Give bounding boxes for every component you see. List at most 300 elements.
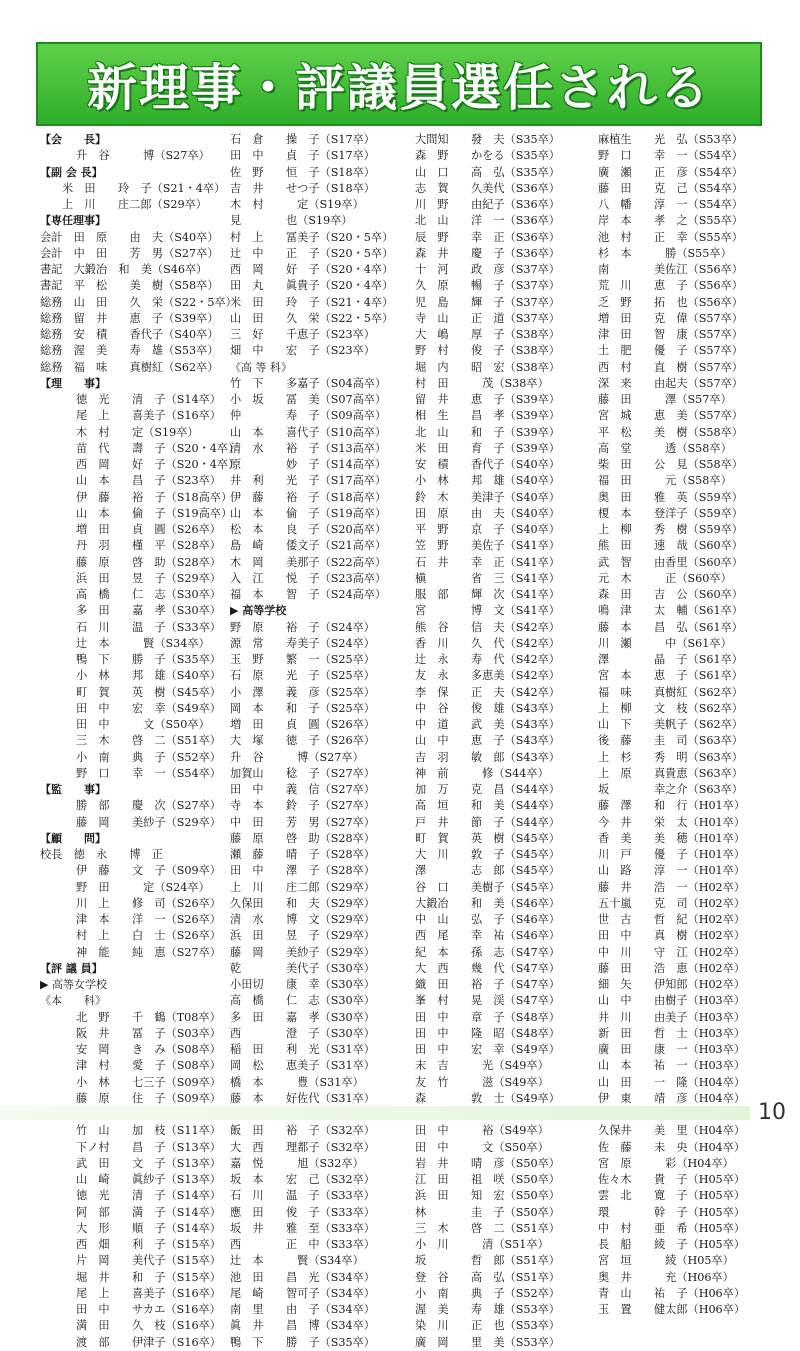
member-entry: 岸 本 孝 之（S55卒） (598, 214, 743, 228)
member-entry: 升 谷 博（S27卒） (76, 149, 210, 163)
member-entry: 総務 留 井 恵 子（S39卒） (40, 311, 219, 325)
member-entry: 上 原 真貴恵（S63卒） (598, 766, 743, 780)
member-entry: 加賀山 稔 子（S27卒） (230, 766, 375, 780)
member-entry: 森 田 吉 公（S60卒） (598, 588, 743, 601)
member-entry: 新 田 哲 士（H03卒） (598, 1026, 746, 1040)
member-entry: 大 嶋 厚 子（S38卒） (415, 328, 560, 341)
member-entry: 西 正 中（S33卒） (230, 1238, 375, 1251)
member-entry: 藤 井 浩 一（H02卒） (598, 880, 746, 894)
member-entry: 林 圭 子（S50卒） (415, 1205, 560, 1219)
member-entry: 八 幡 淳 一（S54卒） (598, 198, 743, 211)
member-entry: 坂 井 雅 至（S33卒） (230, 1221, 375, 1235)
member-entry: 見 也（S19卒） (230, 214, 353, 228)
section-heading: ▶ 高等学校 (230, 604, 287, 618)
member-entry: 渡 部 伊津子（S16卒） (76, 1335, 221, 1349)
member-entry: 田 中 真 樹（H02卒） (598, 929, 746, 943)
member-entry: 升 谷 博（S27卒） (230, 750, 364, 764)
member-entry: 児 島 輝 子（S37卒） (415, 295, 560, 309)
member-entry: 浜 田 知 宏（S50卒） (415, 1189, 560, 1203)
member-entry: 登 谷 高 弘（S51卒） (415, 1270, 560, 1284)
member-entry: 谷 口 美樹子（S45卒） (415, 880, 560, 894)
member-entry: 総務 福 味 真樹紅（S62卒） (40, 360, 219, 374)
member-entry: 相 生 昌 孝（S39卒） (415, 409, 560, 423)
member-entry: 満 田 久 枝（S16卒） (76, 1319, 221, 1333)
member-entry: 寺 本 鈴 子（S27卒） (230, 799, 375, 813)
member-entry: 田 中 文（S50卒） (76, 718, 210, 731)
member-entry: 山 下 美帆子（S62卒） (598, 718, 743, 731)
member-entry: 廣 田 康 一（H03卒） (598, 1043, 746, 1056)
member-entry: 津 村 愛 子（S08卒） (76, 1059, 221, 1073)
member-entry: 小 林 邦 雄（S40卒） (415, 474, 560, 488)
member-entry: 辻 本 賢（S34卒） (76, 636, 210, 650)
member-entry: 宮 博 文（S41卒） (415, 604, 560, 618)
member-entry: 岡 松 恵美子（S31卒） (230, 1059, 375, 1073)
member-entry: 山 中 由樹子（H03卒） (598, 994, 746, 1008)
section-heading: 【理 事】 (40, 376, 106, 390)
member-entry: 浜 田 昱 子（S29卒） (76, 571, 221, 585)
member-entry: 清 水 博 文（S29卒） (230, 913, 375, 926)
member-entry: 津 田 智 康（S57卒） (598, 328, 743, 341)
member-entry: 川 野 由紀子（S36卒） (415, 198, 560, 211)
page-title: 新理事・評議員選任される (87, 59, 711, 117)
member-entry: 吉 井 せつ子（S18卒） (230, 181, 375, 195)
member-entry: 末 吉 光（S49卒） (415, 1059, 549, 1073)
member-entry: 木 村 定（S19卒） (230, 198, 364, 211)
member-entry: 田 中 章 子（S48卒） (415, 1010, 560, 1024)
section-heading: 【評 議 員】 (40, 961, 103, 975)
member-entry: 田 中 文（S50卒） (415, 1140, 549, 1154)
member-entry: 石 原 光 子（S25卒） (230, 669, 375, 683)
member-entry: 田 丸 眞貴子（S20・4卒） (230, 279, 394, 293)
member-entry: 尾 上 喜美子（S16卒） (76, 1286, 221, 1300)
member-entry: 書記 大鍛冶 和 美（S46卒） (40, 263, 208, 276)
member-entry: 山 本 昌 子（S23卒） (76, 474, 221, 488)
member-entry: 上 柳 秀 樹（S59卒） (598, 523, 743, 536)
section-heading: 《本 科》 (40, 994, 106, 1008)
member-entry: 多 田 嘉 孝（S30卒） (230, 1010, 375, 1024)
member-entry: 瀬 藤 晴 子（S28卒） (230, 848, 375, 861)
member-entry: 書記 平 松 美 樹（S58卒） (40, 279, 219, 293)
member-entry: 武 智 由香里（S60卒） (598, 555, 743, 569)
member-entry: 田 中 サカエ（S16卒） (76, 1303, 221, 1316)
member-entry: 峯 村 晃 渓（S47卒） (415, 994, 560, 1008)
member-entry: 田 原 由 夫（S40卒） (415, 506, 560, 520)
member-entry: 堀 井 和 子（S15卒） (76, 1270, 221, 1284)
member-entry: 鴨 下 勝 子（S35卒） (76, 653, 221, 666)
member-entry: 小 南 典 子（S52卒） (415, 1286, 560, 1300)
member-entry: 西 尾 幸 祐（S46卒） (415, 929, 560, 943)
member-entry: 松 本 良 子（S20高卒） (230, 523, 387, 536)
member-entry: 大鍛冶 和 美（S46卒） (415, 896, 560, 910)
member-entry: 尾 上 喜美子（S16卒） (76, 409, 221, 423)
member-entry: 久保井 美 里（H04卒） (598, 1124, 746, 1138)
member-entry: 香 川 久 代（S42卒） (415, 636, 560, 650)
section-heading: ▶ 高等女学校 (40, 978, 107, 991)
member-entry: 総務 山 田 久 栄（S22・5卒） (40, 295, 237, 309)
member-entry: 米 田 玲 子（S21・4卒） (230, 295, 394, 309)
section-heading: 【専任理事】 (40, 214, 106, 228)
member-entry: 入 江 悦 子（S23高卒） (230, 571, 387, 585)
member-entry: 坂 哲 郎（S51卒） (415, 1254, 560, 1268)
member-entry: 織 田 裕 子（S47卒） (415, 978, 560, 991)
member-entry: 中 谷 俊 雄（S43卒） (415, 701, 560, 715)
member-entry: 会計 田 原 由 夫（S40卒） (40, 230, 219, 244)
member-entry: 総務 渥 美 寿 雄（S53卒） (40, 344, 219, 358)
member-entry: 南 美佐江（S56卒） (598, 263, 743, 276)
member-entry: 玉 野 繁 一（S25卒） (230, 653, 375, 666)
member-entry: 小 林 七三子（S09卒） (76, 1075, 221, 1089)
member-entry: 多 田 嘉 孝（S30卒） (76, 604, 221, 618)
member-entry: 後 藤 圭 司（S63卒） (598, 734, 743, 748)
member-entry: 鴨 下 勝 子（S35卒） (230, 1335, 375, 1349)
member-entry: 大 形 順 子（S14卒） (76, 1221, 221, 1235)
member-entry: 南 里 由 子（S34卒） (230, 1303, 375, 1316)
member-entry: 井 利 光 子（S17高卒） (230, 474, 387, 488)
member-entry: 久保田 和 夫（S29卒） (230, 896, 375, 910)
member-entry: 野 口 幸 一（S54卒） (76, 766, 221, 780)
section-heading: 【監 事】 (40, 783, 106, 796)
member-entry: 大 川 敦 子（S45卒） (415, 848, 560, 861)
member-entry: 山 田 一 隆（H04卒） (598, 1075, 746, 1089)
member-entry: 田 中 裕（S49卒） (415, 1124, 549, 1138)
member-entry: 中 田 芳 男（S27卒） (230, 815, 375, 829)
member-entry: 大間知 發 夫（S35卒） (415, 133, 560, 146)
member-entry: 辻 永 寿 代（S42卒） (415, 653, 560, 666)
member-entry: 総務 安 積 香代子（S40卒） (40, 328, 219, 341)
member-entry: 中 道 武 美（S43卒） (415, 718, 560, 731)
member-entry: 上 杉 秀 明（S63卒） (598, 750, 743, 764)
member-entry: 鳴 津 太 輔（S61卒） (598, 604, 743, 618)
member-entry: 友 永 多恵美（S42卒） (415, 669, 560, 683)
member-entry: 熊 谷 信 夫（S42卒） (415, 620, 560, 634)
member-entry: 宮 城 恵 美（S57卒） (598, 409, 743, 423)
member-entry: 宮 本 恵 子（S61卒） (598, 669, 743, 683)
member-entry: 下ノ村 昌 子（S13卒） (76, 1140, 221, 1154)
member-entry: 藤 原 住 子（S09卒） (76, 1091, 221, 1105)
member-entry: 中 山 弘 子（S46卒） (415, 913, 560, 926)
member-entry: 眞 井 昌 博（S34卒） (230, 1319, 375, 1333)
member-entry: 石 川 温 子（S33卒） (76, 620, 221, 634)
member-entry: 西 岡 好 子（S20・4卒） (230, 263, 394, 276)
member-entry: 大 西 幾 代（S47卒） (415, 961, 560, 975)
member-entry: 山 本 倫 子（S19高卒） (76, 506, 233, 520)
member-entry: 丹 羽 槿 平（S28卒） (76, 539, 221, 553)
member-entry: 寺 山 正 道（S37卒） (415, 311, 560, 325)
member-entry: 川 上 修 司（S26卒） (76, 896, 221, 910)
member-entry: 染 川 正 也（S53卒） (415, 1319, 560, 1333)
member-entry: 鈴 木 美津子（S40卒） (415, 490, 560, 504)
member-entry: 嘉 悦 旭（S32卒） (230, 1156, 364, 1170)
member-entry: 吉 羽 敏 郎（S43卒） (415, 750, 560, 764)
member-entry: 山 本 倫 子（S19高卒） (230, 506, 387, 520)
member-entry: 廣 岡 里 美（S53卒） (415, 1335, 560, 1349)
member-entry: 雲 北 寛 子（H05卒） (598, 1189, 746, 1203)
member-entry: 高 橋 仁 志（S30卒） (230, 994, 375, 1008)
member-entry: 苗 代 壽 子（S20・4卒） (76, 441, 240, 455)
member-entry: 木 村 定（S19卒） (76, 425, 199, 439)
member-entry: 世 古 哲 紀（H02卒） (598, 913, 746, 926)
member-entry: 伊 藤 裕 子（S18高卒） (230, 490, 387, 504)
member-entry: 池 田 昌 光（S34卒） (230, 1270, 375, 1284)
member-entry: 川 戸 優 子（H01卒） (598, 848, 746, 861)
member-entry: 浜 田 昱 子（S29卒） (230, 929, 375, 943)
member-entry: 藤 田 浩 恵（H02卒） (598, 961, 746, 975)
title-banner (36, 42, 762, 126)
member-entry: 乏 野 拓 也（S56卒） (598, 295, 743, 309)
member-entry: 玉 置 健太郎（H06卒） (598, 1303, 746, 1316)
member-entry: 神 能 純 恵（S27卒） (76, 945, 221, 959)
member-entry: 笠 野 美佐子（S41卒） (415, 539, 560, 553)
member-entry: 島 崎 倭文子（S21高卒） (230, 539, 387, 553)
member-entry: 山 本 祐 一（H03卒） (598, 1059, 746, 1073)
member-entry: 宮 原 彩（H04卒） (598, 1156, 734, 1170)
member-entry: 大 西 理都子（S32卒） (230, 1140, 375, 1154)
member-entry: 今 井 栄 太（H01卒） (598, 815, 746, 829)
member-entry: 小田切 康 幸（S30卒） (230, 978, 375, 991)
member-entry: 畑 中 宏 子（S23卒） (230, 344, 375, 358)
member-entry: 岩 井 晴 彦（S50卒） (415, 1156, 560, 1170)
member-entry: 乾 美代子（S30卒） (230, 961, 375, 975)
member-entry: 荒 川 恵 子（S56卒） (598, 279, 743, 293)
member-entry: 上 川 庄二郎（S29卒） (62, 198, 207, 211)
member-entry: 中 川 守 江（H02卒） (598, 945, 746, 959)
member-entry: 辰 野 幸 正（S36卒） (415, 230, 560, 244)
member-entry: 会計 中 田 芳 男（S27卒） (40, 246, 219, 260)
member-entry: 野 原 裕 子（S24卒） (230, 620, 375, 634)
member-entry: 佐 藤 未 央（H04卒） (598, 1140, 746, 1154)
member-entry: 阿 部 満 子（S14卒） (76, 1205, 221, 1219)
member-entry: 飯 田 裕 子（S32卒） (230, 1124, 375, 1138)
member-entry: 藤 田 澤（S57卒） (598, 393, 732, 406)
member-entry: 木 岡 美那子（S22高卒） (230, 555, 387, 569)
member-entry: 辻 中 正 子（S20・5卒） (230, 246, 394, 260)
member-entry: 野 口 幸 一（S54卒） (598, 149, 743, 163)
member-entry: 原 妙 子（S14高卒） (230, 458, 387, 471)
member-entry: 伊 藤 文 子（S09卒） (76, 864, 221, 878)
member-entry: 山 中 恵 子（S43卒） (415, 734, 560, 748)
member-entry: 奥 田 雅 英（S59卒） (598, 490, 743, 504)
member-entry: 元 木 正（S60卒） (598, 571, 732, 585)
member-entry: 森 野 かをる（S35卒） (415, 149, 560, 163)
member-entry: 福 味 真樹紅（S62卒） (598, 685, 743, 699)
member-entry: 北 山 洋 一（S36卒） (415, 214, 560, 228)
member-entry: 佐 野 恒 子（S18卒） (230, 165, 375, 179)
member-entry: 五十嵐 克 司（H02卒） (598, 896, 746, 910)
member-entry: 藤 岡 美紗子（S29卒） (230, 945, 375, 959)
member-entry: 小 川 清（S51卒） (415, 1238, 549, 1251)
member-entry: 久 原 暢 子（S37卒） (415, 279, 560, 293)
member-entry: 田 中 義 信（S27卒） (230, 783, 375, 796)
member-entry: 小 林 邦 雄（S40卒） (76, 669, 221, 683)
member-entry: 田 中 宏 幸（S49卒） (76, 701, 221, 715)
member-entry: 藤 原 啓 助（S28卒） (76, 555, 221, 569)
member-entry: 清 水 裕 子（S13高卒） (230, 441, 387, 455)
member-entry: 藤 澤 和 行（H01卒） (598, 799, 746, 813)
member-entry: 三 木 啓 二（S51卒） (76, 734, 221, 748)
member-entry: 柴 田 公 見（S58卒） (598, 458, 743, 471)
member-entry: 尾 崎 智可子（S34卒） (230, 1286, 375, 1300)
roster-column-3 (415, 132, 593, 1349)
member-entry: 十 河 政 彦（S37卒） (415, 263, 560, 276)
member-entry: 阪 井 冨 子（S03卒） (76, 1026, 221, 1040)
member-entry: 堀 内 昭 宏（S38卒） (415, 360, 560, 374)
member-entry: 藤 本 好佐代（S31卒） (230, 1091, 375, 1105)
member-entry: 高 橋 仁 志（S30卒） (76, 588, 221, 601)
member-entry: 渥 美 寿 雄（S53卒） (415, 1303, 560, 1316)
member-entry: 岡 本 和 子（S25卒） (230, 701, 375, 715)
member-entry: 中 村 亜 希（H05卒） (598, 1221, 746, 1235)
member-entry: 槇 省 三（S41卒） (415, 571, 560, 585)
member-entry: 稲 田 利 光（S31卒） (230, 1043, 375, 1056)
member-entry: 環 幹 子（H05卒） (598, 1205, 746, 1219)
member-entry: 田 中 宏 幸（S49卒） (415, 1043, 560, 1056)
member-entry: 澤 志 郎（S45卒） (415, 864, 560, 878)
member-entry: 西 岡 好 子（S20・4卒） (76, 458, 240, 471)
member-entry: 田 中 貞 子（S17卒） (230, 149, 375, 163)
member-entry: 香 美 美 穂（H01卒） (598, 831, 746, 845)
member-entry: 野 田 定（S24卒） (76, 880, 210, 894)
member-entry: 村 上 冨美子（S20・5卒） (230, 230, 394, 244)
member-entry: 高 垣 和 美（S44卒） (415, 799, 560, 813)
member-entry: 森 敦 士（S49卒） (415, 1091, 560, 1105)
member-entry: 坂 本 宏 己（S32卒） (230, 1173, 375, 1186)
member-entry: 佐々木 貴 子（H05卒） (598, 1173, 746, 1186)
member-entry: 徳 光 清 子（S14卒） (76, 1189, 221, 1203)
member-entry: 杉 本 勝（S55卒） (598, 246, 732, 260)
member-entry: 西 澄 子（S30卒） (230, 1026, 375, 1040)
member-entry: 安 岡 き み（S08卒） (76, 1043, 221, 1056)
member-entry: 高 堂 透（S58卒） (598, 441, 732, 455)
page-number: 10 (758, 1100, 786, 1125)
member-entry: 紀 本 孫 志（S47卒） (415, 945, 560, 959)
member-entry: 細 矢 伊知郎（H02卒） (598, 978, 746, 991)
member-entry: 李 保 正 夫（S42卒） (415, 685, 560, 699)
member-entry: 井 川 由美子（H03卒） (598, 1010, 746, 1024)
section-heading: 【会 長】 (40, 133, 106, 146)
member-entry: 戸 井 節 子（S44卒） (415, 815, 560, 829)
member-entry: 平 松 美 樹（S58卒） (598, 425, 743, 439)
member-entry: 服 部 輝 次（S41卒） (415, 588, 560, 601)
member-entry: 加 万 克 昌（S44卒） (415, 783, 560, 796)
member-entry: 大 塚 徳 子（S26卒） (230, 734, 375, 748)
member-entry: 増 田 貞 圓（S26卒） (76, 523, 221, 536)
member-entry: 片 岡 美代子（S15卒） (76, 1254, 221, 1268)
member-entry: 安 積 香代子（S40卒） (415, 458, 560, 471)
footer-bar (0, 1106, 750, 1120)
member-entry: 町 賀 英 樹（S45卒） (415, 831, 560, 845)
member-entry: 友 竹 滋（S49卒） (415, 1075, 549, 1089)
member-entry: 麻植生 光 弘（S53卒） (598, 133, 743, 146)
member-entry: 三 木 啓 二（S51卒） (415, 1221, 560, 1235)
member-entry: 澤 晶 子（S61卒） (598, 653, 743, 666)
member-entry: 小 南 典 子（S52卒） (76, 750, 221, 764)
member-entry: 上 川 庄二郎（S29卒） (230, 880, 375, 894)
member-entry: 津 本 洋 一（S26卒） (76, 913, 221, 926)
member-entry: 藤 岡 美紗子（S29卒） (76, 815, 221, 829)
member-entry: 伊 東 靖 彦（H04卒） (598, 1091, 746, 1105)
member-entry: 上 柳 文 枝（S62卒） (598, 701, 743, 715)
member-entry: 米 田 玲 子（S21・4卒） (62, 181, 226, 195)
member-entry: 石 倉 操 子（S17卒） (230, 133, 375, 146)
member-entry: 廣 瀬 正 彦（S54卒） (598, 165, 743, 179)
member-entry: 山 田 久 栄（S22・5卒） (230, 311, 394, 325)
member-entry: 村 田 茂（S38卒） (415, 376, 549, 390)
member-entry: 奥 井 充（H06卒） (598, 1270, 734, 1284)
member-entry: 米 田 育 子（S39卒） (415, 441, 560, 455)
member-entry: 山 崎 眞紗子（S13卒） (76, 1173, 221, 1186)
member-entry: 藤 原 啓 助（S28卒） (230, 831, 375, 845)
member-entry: 増 田 克 偉（S57卒） (598, 311, 743, 325)
member-entry: 江 田 祖 咲（S50卒） (415, 1173, 560, 1186)
member-entry: 山 路 淳 一（H01卒） (598, 864, 746, 878)
member-entry: 伊 藤 裕 子（S18高卒） (76, 490, 233, 504)
member-entry: 校長 徳 永 博 正 (40, 848, 164, 861)
member-entry: 町 賀 英 樹（S45卒） (76, 685, 221, 699)
member-entry: 熊 田 速 哉（S60卒） (598, 539, 743, 553)
member-entry: 坂 幸之介（S63卒） (598, 783, 743, 796)
member-entry: 源 常 寿美子（S24卒） (230, 636, 375, 650)
member-entry: 平 野 京 子（S40卒） (415, 523, 560, 536)
member-entry: 福 本 智 子（S24高卒） (230, 588, 387, 601)
member-entry: 池 村 正 幸（S55卒） (598, 230, 743, 244)
member-entry: 應 田 俊 子（S33卒） (230, 1205, 375, 1219)
section-heading: 《高 等 科》 (230, 360, 292, 374)
member-entry: 神 前 修（S44卒） (415, 766, 549, 780)
member-entry: 田 中 澤 子（S28卒） (230, 864, 375, 878)
member-entry: 西 畑 利 子（S15卒） (76, 1238, 221, 1251)
member-entry: 福 田 元（S58卒） (598, 474, 732, 488)
member-entry: 榎 本 登洋子（S59卒） (598, 506, 743, 520)
member-entry: 勝 部 慶 次（S27卒） (76, 799, 221, 813)
roster-column-1 (40, 132, 240, 1349)
member-entry: 深 来 由起夫（S57卒） (598, 376, 743, 390)
member-entry: 竹 山 加 枝（S11卒） (76, 1124, 221, 1138)
member-entry: 石 川 温 子（S33卒） (230, 1189, 375, 1203)
member-entry: 川 瀬 中（S61卒） (598, 636, 732, 650)
member-entry: 村 上 白 士（S26卒） (76, 929, 221, 943)
member-entry: 山 本 喜代子（S10高卒） (230, 425, 387, 439)
member-entry: 小 坂 冨 美（S07高卒） (230, 393, 387, 406)
member-entry: 武 田 文 子（S13卒） (76, 1156, 221, 1170)
member-entry: 三 好 千恵子（S23卒） (230, 328, 375, 341)
member-entry: 辻 本 賢（S34卒） (230, 1254, 364, 1268)
member-entry: 志 賀 久美代（S36卒） (415, 181, 560, 195)
member-entry: 藤 田 克 己（S54卒） (598, 181, 743, 195)
member-entry: 竹 下 多嘉子（S04高卒） (230, 376, 387, 390)
member-entry: 土 肥 優 子（S57卒） (598, 344, 743, 358)
member-entry: 藤 本 昌 弘（S61卒） (598, 620, 743, 634)
member-entry: 長 船 綾 子（H05卒） (598, 1238, 746, 1251)
member-entry: 留 井 恵 子（S39卒） (415, 393, 560, 406)
roster-columns (40, 132, 758, 1349)
member-entry: 宮 垣 綾（H05卒） (598, 1254, 734, 1268)
member-entry: 西 村 直 樹（S57卒） (598, 360, 743, 374)
member-entry: 仲 寿 子（S09高卒） (230, 409, 387, 423)
member-entry: 青 山 祐 子（H06卒） (598, 1286, 746, 1300)
member-entry: 橋 本 豊（S31卒） (230, 1075, 364, 1089)
member-entry: 森 井 慶 子（S36卒） (415, 246, 560, 260)
member-entry: 石 井 幸 正（S41卒） (415, 555, 560, 569)
member-entry: 野 村 俊 子（S38卒） (415, 344, 560, 358)
member-entry: 北 山 和 子（S39卒） (415, 425, 560, 439)
member-entry: 増 田 貞 圓（S26卒） (230, 718, 375, 731)
roster-column-2 (230, 132, 408, 1349)
section-heading: 【副 会 長】 (40, 165, 103, 179)
member-entry: 徳 光 清 子（S14卒） (76, 393, 221, 406)
member-entry: 田 中 隆 昭（S48卒） (415, 1026, 560, 1040)
section-heading: 【顧 問】 (40, 831, 106, 845)
member-entry: 小 澤 義 彦（S25卒） (230, 685, 375, 699)
